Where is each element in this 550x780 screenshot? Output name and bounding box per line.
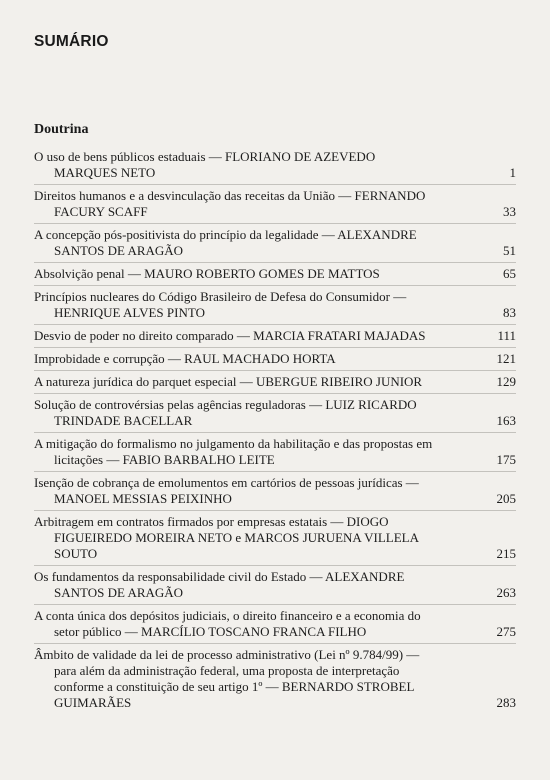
page-title: SUMÁRIO — [34, 33, 109, 50]
toc-entry-line: Princípios nucleares do Código Brasileiro de Defesa do Consumidor — — [34, 289, 407, 304]
toc-entry — [34, 433, 516, 472]
toc-entry-line: TRINDADE BACELLAR — [54, 413, 193, 428]
toc-entry — [34, 325, 516, 348]
page-number: 1 — [509, 165, 516, 180]
toc-entry — [34, 348, 516, 371]
toc-entry-text — [34, 397, 472, 429]
toc-entry-line: MARQUES NETO — [54, 165, 156, 180]
toc-entry — [34, 566, 516, 605]
toc-entry-line: Isenção de cobrança de emolumentos em cartórios de pessoas jurídicas — — [34, 475, 419, 490]
toc-entry-line: Solução de controvérsias pelas agências reguladoras — LUIZ RICARDO — [34, 397, 417, 412]
page-number: 215 — [496, 546, 516, 561]
toc-entry-line: A mitigação do formalismo no julgamento da habilitação e das propostas em — [34, 436, 433, 451]
toc-entry-line: A concepção pós-positivista do princípio da legalidade — ALEXANDRE — [34, 227, 417, 242]
toc-entry-line: O uso de bens públicos estaduais — FLORIANO DE AZEVEDO — [34, 149, 376, 164]
toc-entry — [34, 371, 516, 394]
toc-entry-line: Direitos humanos e a desvinculação das receitas da União — FERNANDO — [34, 188, 426, 203]
toc-entry-text — [34, 328, 472, 344]
toc-entry-text — [34, 647, 472, 711]
page-number: 263 — [496, 585, 516, 600]
page-number: 129 — [496, 374, 516, 389]
toc-entry-line: SOUTO — [54, 546, 98, 561]
toc-entry — [34, 511, 516, 566]
toc-entry-line: SANTOS DE ARAGÃO — [54, 585, 184, 600]
toc-entry-text — [34, 569, 472, 601]
toc-entry-text — [34, 289, 472, 321]
toc-entry-line: licitações — FABIO BARBALHO LEITE — [54, 452, 275, 467]
page-number: 283 — [496, 695, 516, 710]
toc-entry — [34, 224, 516, 263]
toc-entry-line: GUIMARÃES — [54, 695, 132, 710]
toc-entry-text — [34, 374, 472, 390]
toc-entry-line: conforme a constituição de seu artigo 1º — BERNARDO STROBEL — [54, 679, 415, 694]
toc-entry-line: FACURY SCAFF — [54, 204, 148, 219]
toc-entry-line: HENRIQUE ALVES PINTO — [54, 305, 205, 320]
toc-entry — [34, 185, 516, 224]
toc-entry-line: SANTOS DE ARAGÃO — [54, 243, 184, 258]
toc-entry-line: para além da administração federal, uma proposta de interpretação — [54, 663, 400, 678]
toc-entry — [34, 146, 516, 185]
toc-entry-text — [34, 149, 472, 181]
page-number: 175 — [496, 452, 516, 467]
toc-entry-line: Âmbito de validade da lei de processo administrativo (Lei nº 9.784/99) — — [34, 647, 420, 662]
toc-entry-text — [34, 266, 472, 282]
page-number: 111 — [497, 328, 516, 343]
page-number: 275 — [496, 624, 516, 639]
toc-entry — [34, 605, 516, 644]
toc-entry-line: setor público — MARCÍLIO TOSCANO FRANCA FILHO — [54, 624, 367, 639]
page-number: 33 — [503, 204, 516, 219]
toc-entry-text — [34, 188, 472, 220]
toc-entry-line: Absolvição penal — MAURO ROBERTO GOMES DE MATTOS — [34, 266, 380, 281]
page-number: 65 — [503, 266, 516, 281]
toc-entry-line: A conta única dos depósitos judiciais, o direito financeiro e a economia do — [34, 608, 421, 623]
page-number: 121 — [496, 351, 516, 366]
toc-entry-line: Improbidade e corrupção — RAUL MACHADO HORTA — [34, 351, 336, 366]
page-number: 83 — [503, 305, 516, 320]
toc-entry-text — [34, 514, 472, 562]
page-number: 51 — [503, 243, 516, 258]
toc-entry-text — [34, 475, 472, 507]
toc-entry — [34, 286, 516, 325]
toc-entry-text — [34, 351, 472, 367]
page-number: 205 — [496, 491, 516, 506]
toc-entry-line: Arbitragem em contratos firmados por empresas estatais — DIOGO — [34, 514, 389, 529]
toc-entry-line: MANOEL MESSIAS PEIXINHO — [54, 491, 232, 506]
toc-entry — [34, 644, 516, 714]
toc-entry-line: Os fundamentos da responsabilidade civil do Estado — ALEXANDRE — [34, 569, 405, 584]
section-heading: Doutrina — [34, 122, 89, 137]
toc-entry-text — [34, 227, 472, 259]
toc-entry-line: A natureza jurídica do parquet especial — UBERGUE RIBEIRO JUNIOR — [34, 374, 423, 389]
toc-entry-text — [34, 608, 472, 640]
toc-entry-text — [34, 436, 472, 468]
toc-entry — [34, 394, 516, 433]
toc-entry-line: FIGUEIREDO MOREIRA NETO e MARCOS JURUENA VILLELA — [54, 530, 419, 545]
toc-entry — [34, 472, 516, 511]
toc-entry-line: Desvio de poder no direito comparado — MARCIA FRATARI MAJADAS — [34, 328, 426, 343]
page-number: 163 — [496, 413, 516, 428]
table-of-contents — [34, 146, 516, 714]
toc-entry — [34, 263, 516, 286]
